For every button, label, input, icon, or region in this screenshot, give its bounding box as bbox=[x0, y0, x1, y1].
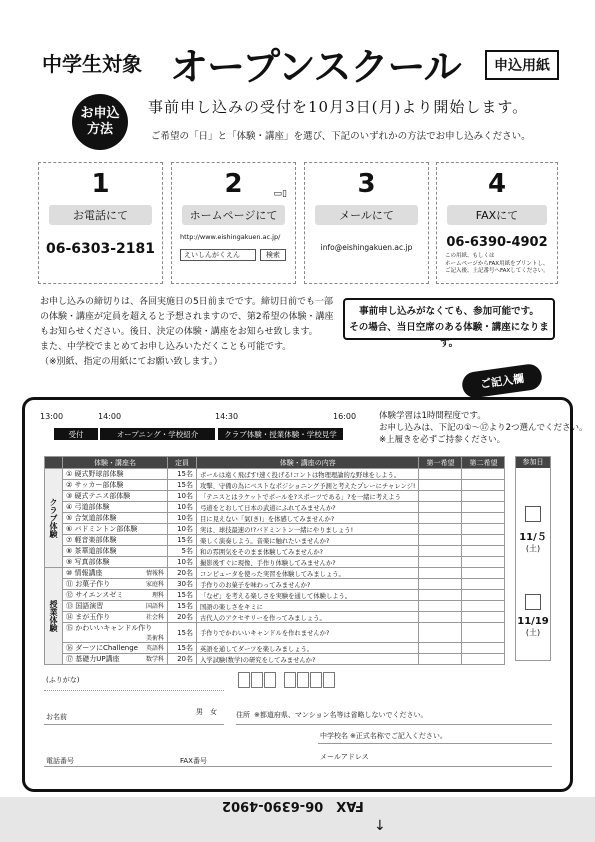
second-choice-cell[interactable] bbox=[462, 590, 505, 601]
second-choice-cell[interactable] bbox=[462, 579, 505, 590]
program-description: 和の雰囲気をそのまま体験してみませんか? bbox=[197, 546, 419, 557]
program-name: 国語演習 bbox=[75, 602, 104, 610]
capacity: 20名 bbox=[168, 568, 197, 579]
day-1: (土) bbox=[525, 544, 541, 553]
program-name: 合気道部体験 bbox=[74, 514, 117, 522]
walk-in-notice: 事前申し込みがなくても、参加可能です。 その場合、当日空席のある体験・講座になります。 bbox=[343, 298, 555, 340]
program-row bbox=[45, 491, 505, 502]
header-name: 体験・講座名 bbox=[63, 457, 168, 469]
first-choice-cell[interactable] bbox=[419, 502, 462, 513]
how-to-badge-text: お申込 方法 bbox=[80, 106, 120, 137]
program-name: まが玉作り bbox=[75, 613, 111, 621]
phone-label: 電話番号 bbox=[46, 757, 74, 765]
postal-box[interactable] bbox=[251, 672, 263, 688]
program-name-cell bbox=[63, 568, 168, 579]
program-name-cell bbox=[63, 623, 168, 643]
first-choice-cell[interactable] bbox=[419, 546, 462, 557]
program-number: ⑧ bbox=[66, 547, 73, 555]
program-row bbox=[45, 623, 505, 643]
program-name-cell bbox=[63, 601, 168, 612]
capacity: 15名 bbox=[168, 469, 197, 480]
first-choice-cell[interactable] bbox=[419, 590, 462, 601]
subject-tag: 理科 bbox=[151, 592, 164, 599]
program-number: ④ bbox=[66, 503, 73, 511]
capacity: 10名 bbox=[168, 524, 197, 535]
program-table bbox=[44, 456, 505, 665]
capacity: 20名 bbox=[168, 654, 197, 665]
method-number: 1 bbox=[91, 169, 110, 199]
capacity: 15名 bbox=[168, 480, 197, 491]
method-web bbox=[171, 162, 296, 284]
timeline-reception: 受付 bbox=[54, 428, 98, 440]
postal-box[interactable] bbox=[238, 672, 250, 688]
time-label: 14:00 bbox=[98, 412, 122, 421]
program-description: 入学試験(数学)の研究をしてみませんか? bbox=[197, 654, 419, 665]
fax-label: FAX番号 bbox=[180, 757, 207, 765]
program-number: ⑩ bbox=[66, 569, 73, 577]
date-checkbox[interactable] bbox=[525, 506, 541, 522]
second-choice-cell[interactable] bbox=[462, 502, 505, 513]
school-field[interactable] bbox=[318, 743, 552, 744]
program-number: ⑦ bbox=[66, 536, 73, 544]
name-field[interactable] bbox=[44, 724, 224, 725]
date-checkbox[interactable] bbox=[525, 594, 541, 610]
program-name-cell bbox=[63, 524, 168, 535]
program-row bbox=[45, 590, 505, 601]
how-to-badge bbox=[72, 94, 128, 150]
program-name-cell bbox=[63, 579, 168, 590]
subject-tag: 美術科 bbox=[145, 635, 164, 642]
program-name-cell bbox=[63, 612, 168, 623]
program-name: 情報講座 bbox=[74, 569, 103, 577]
pc-icon: ▭▯ bbox=[273, 189, 287, 199]
school-label: 中学校名 bbox=[320, 732, 348, 740]
program-description: コンピュータを使った実習を体験してみましょう。 bbox=[197, 568, 419, 579]
method-label: FAXにて bbox=[447, 205, 547, 225]
second-choice-cell[interactable] bbox=[462, 480, 505, 491]
first-choice-cell[interactable] bbox=[419, 568, 462, 579]
capacity: 5名 bbox=[168, 546, 197, 557]
program-number: ⑭ bbox=[66, 613, 73, 621]
method-email bbox=[304, 162, 429, 284]
program-description: 「なぜ」を考える楽しさを実験を通して体験しよう。 bbox=[197, 590, 419, 601]
capacity: 15名 bbox=[168, 590, 197, 601]
program-description: 目に見えない「氣(き)」を体感してみませんか? bbox=[197, 513, 419, 524]
second-choice-cell[interactable] bbox=[462, 568, 505, 579]
first-choice-cell[interactable] bbox=[419, 469, 462, 480]
program-name: かわいいキャンドル作り bbox=[75, 624, 153, 632]
category-label: 授業体験 bbox=[45, 568, 63, 665]
date-header: 参加日 bbox=[516, 457, 550, 468]
program-description: 実は、球技最速の!?バドミントン一緒にやりましょう! bbox=[197, 524, 419, 535]
date-1: 11/５ bbox=[519, 532, 547, 543]
method-phone bbox=[38, 162, 163, 284]
program-row bbox=[45, 612, 505, 623]
headline: 事前申し込みの受付を10月3日(月)より開始します。 bbox=[148, 98, 529, 116]
program-row bbox=[45, 643, 505, 654]
first-choice-cell[interactable] bbox=[419, 612, 462, 623]
program-name-cell bbox=[63, 535, 168, 546]
capacity: 20名 bbox=[168, 612, 197, 623]
method-label: お電話にて bbox=[49, 205, 152, 225]
method-number: 4 bbox=[487, 169, 507, 199]
search-input[interactable]: えいしんがくえん bbox=[180, 249, 256, 261]
program-number: ⑰ bbox=[66, 655, 73, 663]
first-choice-cell[interactable] bbox=[419, 480, 462, 491]
program-row bbox=[45, 524, 505, 535]
header-category bbox=[45, 457, 63, 469]
program-name: 軽音楽部体験 bbox=[74, 536, 117, 544]
method-label: メールにて bbox=[315, 205, 418, 225]
postal-box[interactable] bbox=[297, 672, 309, 688]
program-description: 英語を通してダーツを楽しみましょう。 bbox=[197, 643, 419, 654]
program-number: ⑮ bbox=[66, 624, 73, 632]
method-fax bbox=[436, 162, 558, 284]
first-choice-cell[interactable] bbox=[419, 513, 462, 524]
form-label: 申込用紙 bbox=[485, 50, 559, 80]
form-badge: ご記入欄 bbox=[461, 363, 544, 400]
program-name: バドミントン部体験 bbox=[74, 525, 138, 533]
program-description: 手作りのお菓子を味わってみませんか? bbox=[197, 579, 419, 590]
fax-number-inverted: FAX 06-6390-4902 bbox=[222, 798, 364, 813]
contact-field[interactable] bbox=[44, 766, 552, 767]
second-choice-cell[interactable] bbox=[462, 524, 505, 535]
second-choice-cell[interactable] bbox=[462, 612, 505, 623]
second-choice-cell[interactable] bbox=[462, 601, 505, 612]
address-field[interactable] bbox=[236, 724, 552, 725]
fax-note: この用紙、もしくは ホームページからFAX用紙をプリントし、 ご記入後、上記番号へFAXしてください。 bbox=[445, 253, 549, 274]
subline: ご希望の「日」と「体験・講座」を選び、下記のいずれかの方法でお申し込みください。 bbox=[151, 131, 531, 142]
program-name: サイエンスゼミ bbox=[75, 591, 124, 599]
program-number: ③ bbox=[66, 492, 73, 500]
category-label: クラブ体験 bbox=[45, 469, 63, 568]
subject-tag: 英語科 bbox=[145, 645, 164, 652]
postal-box[interactable] bbox=[310, 672, 322, 688]
second-choice-cell[interactable] bbox=[462, 535, 505, 546]
fax-number[interactable]: 06-6390-4902 bbox=[446, 235, 548, 250]
method-number: 2 bbox=[224, 169, 243, 199]
school-note: ※正式名称でご記入ください。 bbox=[350, 732, 447, 740]
program-name: 写真部体験 bbox=[74, 558, 110, 566]
subject-tag: 社会科 bbox=[145, 614, 164, 621]
postal-box[interactable] bbox=[284, 672, 296, 688]
program-name: 基礎力UP講座 bbox=[75, 655, 120, 663]
time-label: 16:00 bbox=[333, 412, 357, 421]
first-choice-cell[interactable] bbox=[419, 654, 462, 665]
date-column bbox=[515, 456, 551, 661]
first-choice-cell[interactable] bbox=[419, 579, 462, 590]
program-name-cell bbox=[63, 469, 168, 480]
program-row bbox=[45, 502, 505, 513]
address-note: ※都道府県、マンション名等は省略しないでください。 bbox=[254, 711, 428, 719]
subject-tag: 情報科 bbox=[145, 570, 164, 577]
website-url[interactable]: http://www.eishingakuen.ac.jp/ bbox=[180, 233, 281, 241]
header-second-choice: 第二希望 bbox=[462, 457, 505, 469]
header-first-choice: 第一希望 bbox=[419, 457, 462, 469]
second-choice-cell[interactable] bbox=[462, 491, 505, 502]
capacity: 15名 bbox=[168, 535, 197, 546]
method-label: ホームページにて bbox=[182, 205, 285, 225]
method-number: 3 bbox=[357, 169, 376, 199]
second-choice-cell[interactable] bbox=[462, 654, 505, 665]
program-description: 手作りでかわいいキャンドルを作れませんか? bbox=[197, 623, 419, 643]
first-choice-cell[interactable] bbox=[419, 623, 462, 643]
program-name-cell bbox=[63, 546, 168, 557]
program-number: ⑨ bbox=[66, 558, 73, 566]
program-row bbox=[45, 546, 505, 557]
second-choice-cell[interactable] bbox=[462, 513, 505, 524]
program-description: 楽しく演奏しよう。音楽に触れたいませんか? bbox=[197, 535, 419, 546]
postal-box[interactable] bbox=[323, 672, 335, 688]
title-prefix: 中学生対象 bbox=[42, 52, 142, 76]
program-row bbox=[45, 557, 505, 568]
time-label: 14:30 bbox=[215, 412, 239, 421]
timeline-opening: オープニング・学校紹介 bbox=[100, 428, 215, 440]
arrow-down-icon: ↓ bbox=[374, 818, 386, 834]
program-description: 攻撃、守備の為にベストなポジショニング予測と考えたプレーにチャレンジ! bbox=[197, 480, 419, 491]
second-choice-cell[interactable] bbox=[462, 546, 505, 557]
program-row bbox=[45, 601, 505, 612]
program-row bbox=[45, 568, 505, 579]
program-row bbox=[45, 480, 505, 491]
program-row bbox=[45, 535, 505, 546]
header-content: 体験・講座の内容 bbox=[197, 457, 419, 469]
program-number: ① bbox=[66, 470, 73, 478]
program-number: ⑥ bbox=[66, 525, 73, 533]
program-name-cell bbox=[63, 491, 168, 502]
subject-tag: 国語科 bbox=[145, 603, 164, 610]
first-choice-cell[interactable] bbox=[419, 557, 462, 568]
program-name-cell bbox=[63, 643, 168, 654]
program-name: 茶華道部体験 bbox=[74, 547, 117, 555]
postal-code-boxes[interactable] bbox=[238, 672, 335, 688]
program-number: ② bbox=[66, 481, 73, 489]
program-row bbox=[45, 469, 505, 480]
program-description: 古代人のアクセサリーを作ってみましょう。 bbox=[197, 612, 419, 623]
postal-box[interactable] bbox=[264, 672, 276, 688]
timeline-experience: クラブ体験・授業体験・学校見学 bbox=[218, 428, 343, 440]
capacity: 10名 bbox=[168, 491, 197, 502]
capacity: 10名 bbox=[168, 557, 197, 568]
first-choice-cell[interactable] bbox=[419, 643, 462, 654]
capacity: 15名 bbox=[168, 643, 197, 654]
first-choice-cell[interactable] bbox=[419, 524, 462, 535]
second-choice-cell[interactable] bbox=[462, 623, 505, 643]
second-choice-cell[interactable] bbox=[462, 469, 505, 480]
program-row bbox=[45, 654, 505, 665]
program-description: ボールは遠く飛ばす!速く投げる!コントは物理理論的な野球をしよう。 bbox=[197, 469, 419, 480]
first-choice-cell[interactable] bbox=[419, 491, 462, 502]
capacity: 15名 bbox=[168, 601, 197, 612]
first-choice-cell[interactable] bbox=[419, 601, 462, 612]
page-title: オープンスクール bbox=[170, 45, 461, 89]
second-choice-cell[interactable] bbox=[462, 557, 505, 568]
program-name: お菓子作り bbox=[75, 580, 111, 588]
program-number: ⑤ bbox=[66, 514, 73, 522]
second-choice-cell[interactable] bbox=[462, 643, 505, 654]
program-name-cell bbox=[63, 502, 168, 513]
program-row bbox=[45, 513, 505, 524]
email-address[interactable]: info@eishingakuen.ac.jp bbox=[320, 243, 413, 252]
program-description: 「テニスとはラケットでボールを?スポーツである」?を一緒に考えよう bbox=[197, 491, 419, 502]
program-name-cell bbox=[63, 513, 168, 524]
subject-tag: 家庭科 bbox=[145, 581, 164, 588]
day-2: (土) bbox=[525, 628, 541, 637]
date-2: 11/19 bbox=[517, 616, 549, 627]
program-number: ⑯ bbox=[66, 644, 73, 652]
program-name: サッカー部体験 bbox=[74, 481, 124, 489]
timeline-note: 体験学習は1時間程度です。 お申し込みは、下記の①〜⑰より2つ選んでください。 ※上履きを必ずご持参ください。 bbox=[379, 411, 588, 445]
time-label: 13:00 bbox=[40, 412, 64, 421]
capacity: 10名 bbox=[168, 513, 197, 524]
program-description: 撮影後すぐに現像、手作り体験してみませんか? bbox=[197, 557, 419, 568]
program-description: 国語の楽しさをキミに bbox=[197, 601, 419, 612]
program-name-cell bbox=[63, 480, 168, 491]
address-label: 住所 bbox=[236, 711, 250, 719]
program-row bbox=[45, 579, 505, 590]
program-name: 弓道部体験 bbox=[74, 503, 110, 511]
capacity: 15名 bbox=[168, 623, 197, 643]
program-description: 弓道をとおして日本の武道にふれてみませんか? bbox=[197, 502, 419, 513]
furigana-field[interactable] bbox=[44, 690, 224, 691]
capacity: 10名 bbox=[168, 502, 197, 513]
deadline-notes: お申し込みの締切りは、各回実施日の5日前までです。締切日前でも一部の体験・講座が定員を超えると予想されますので、第2希望の体験・講座もお知らせください。後日、決定の体験・講座をお知らせ致します。 また、中学校でまとめてお申し込みいただくことも可能です。 （※別紙、指定の用紙にてお願い致します。） bbox=[40, 297, 334, 367]
phone-number[interactable]: 06-6303-2181 bbox=[45, 241, 156, 257]
program-number: ⑪ bbox=[66, 580, 73, 588]
search-button[interactable]: 検索 bbox=[260, 249, 286, 261]
program-name-cell bbox=[63, 590, 168, 601]
program-name: 硬式野球部体験 bbox=[74, 470, 124, 478]
email-label: メールアドレス bbox=[320, 753, 369, 761]
capacity: 30名 bbox=[168, 579, 197, 590]
program-name: ダーツにChallenge bbox=[75, 644, 138, 652]
program-name: 硬式テニス部体験 bbox=[74, 492, 131, 500]
program-number: ⑫ bbox=[66, 591, 73, 599]
header-capacity: 定員 bbox=[168, 457, 197, 469]
first-choice-cell[interactable] bbox=[419, 535, 462, 546]
program-number: ⑬ bbox=[66, 602, 73, 610]
furigana-label: (ふりがな) bbox=[46, 676, 80, 684]
gender-options[interactable]: 男 女 bbox=[196, 708, 217, 716]
name-label: お名前 bbox=[46, 713, 67, 721]
subject-tag: 数学科 bbox=[145, 656, 164, 663]
program-name-cell bbox=[63, 557, 168, 568]
program-name-cell bbox=[63, 654, 168, 665]
